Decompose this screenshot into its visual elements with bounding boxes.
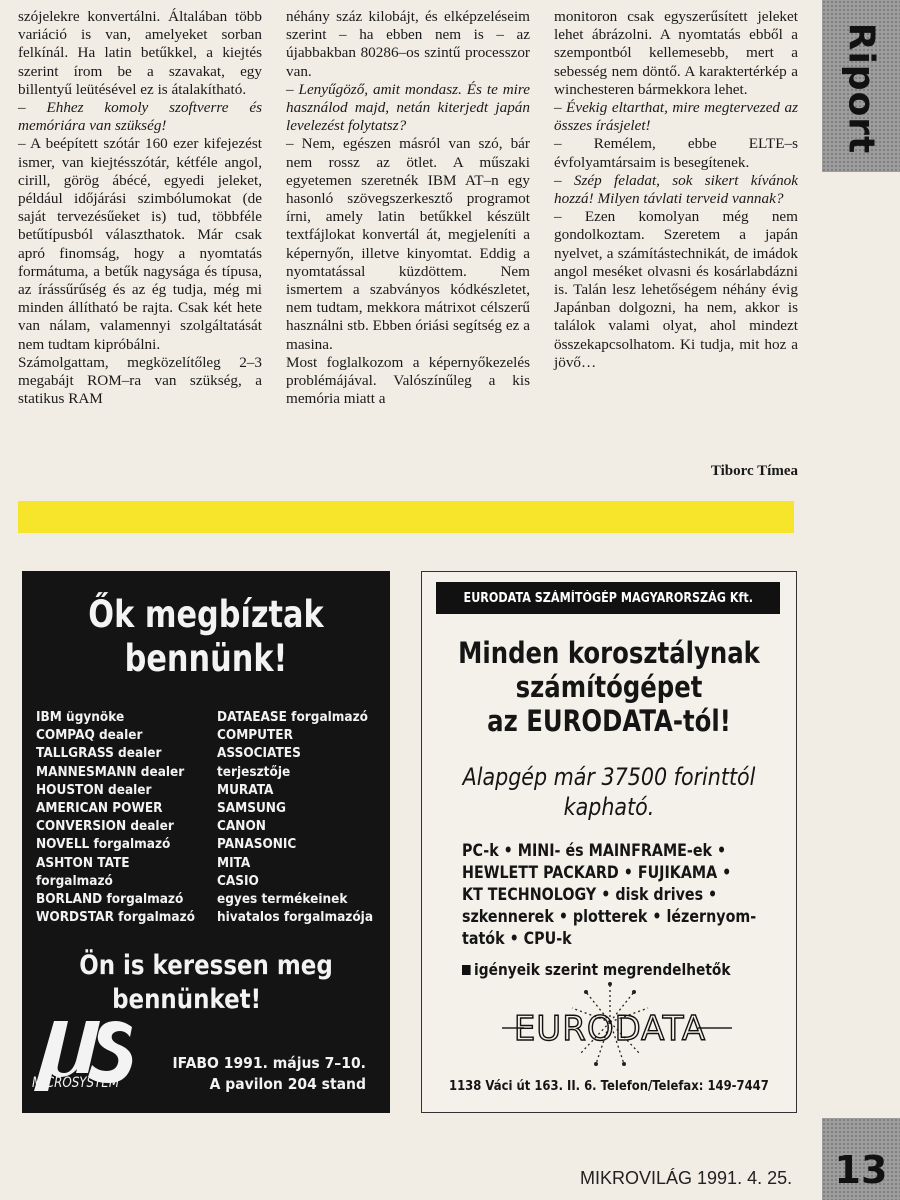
product-list-line: KT TECHNOLOGY • disk drives • <box>462 885 718 905</box>
eurodata-product-list <box>462 840 756 950</box>
article-paragraph: Számolgattam, megközelítőleg 2–3 megabájt ROM–ra van szükség, a statikus RAM <box>18 353 262 408</box>
dealer-list-item: ASSOCIATES <box>217 746 301 762</box>
eurodata-logo <box>502 980 732 1070</box>
article-paragraph: szójelekre konvertálni. Általában több variáció is van, amelyeket sorban felkínál. Ha latin betűkkel, a kiejtés szerint írom be a szavakat, egy billentyű leütésével ez is átalakítható. <box>18 8 262 98</box>
square-bullet-icon <box>462 965 471 975</box>
article-column-2 <box>286 8 530 408</box>
article-paragraph: – Évekig eltarthat, mire megtervezed az összes írásjelet! <box>554 99 798 135</box>
dealer-list-item: WORDSTAR forgalmazó <box>36 910 196 926</box>
article-paragraph: – Ehhez komoly szoftverre és memóriára van szükség! <box>18 99 262 135</box>
dealer-list-item: IBM ügynöke <box>36 710 125 725</box>
eurodata-headline-line-2: számítógépet <box>515 670 703 704</box>
article-column-1 <box>18 8 262 408</box>
eurodata-address-text: 1138 Váci út 163. II. 6. Telefon/Telefax: 149-7447 <box>449 1078 769 1094</box>
dealer-list-item: CONVERSION dealer <box>36 819 174 835</box>
dealer-list-item: HOUSTON dealer <box>36 782 152 798</box>
product-list-line: PC-k • MINI- és MAINFRAME-ek • <box>462 841 727 861</box>
article-paragraph: – Lenyűgöző, amit mondasz. És te mire használod majd, netán kiterjedt japán levelezést folytatsz? <box>286 80 530 135</box>
dealer-list-item: MITA <box>217 855 251 871</box>
dealer-list-item: hivatalos forgalmazója <box>217 910 374 926</box>
eurodata-address <box>422 1078 796 1094</box>
eurodata-order-note <box>462 960 731 979</box>
eurodata-price-text <box>422 762 796 822</box>
article-paragraph: – Nem, egészen másról van szó, bár nem rossz az ötlet. A műszaki egyetemen szeretnék IBM AT–n egy hasonló szövegszerkesztő programot írni, amely latin betűkkel készült textfájlokat konvertál át, megjeleníti a képernyőn, illetve kinyomtat. Eddig a nyomtatással küzdöttem. Nem ismertem a szabványos kódkészletet, nem tudtam, mekkora mátrixot célszerű használni stb. Ebben óriási segítség ez a masina. <box>286 135 530 353</box>
microsystem-brand-name: MICROSYSTEM <box>32 1075 120 1091</box>
article-paragraph: – Ezen komolyan még nem gondolkoztam. Szeretem a japán nyelvet, a számítástechnikát, de imádok angol meséket olvasni és kosárlabdázni is. Talán lesz lehetőségem néhány évig Japánban dolgozni, ha nem, akkor is találok valami olyat, ahol mindezt összekapcsolhatom. Ki tudja, mit hoz a jövő… <box>554 208 798 371</box>
dealer-list-item: egyes termékeinek <box>217 892 348 908</box>
microsystem-cta-line-2: bennünket! <box>112 984 262 1015</box>
dealer-list-item: PANASONIC <box>217 837 297 853</box>
microsystem-headline-line-2: bennünk! <box>124 637 288 680</box>
eurodata-logo-text: EURODATA <box>513 1009 707 1049</box>
eurodata-order-note-text: igényeik szerint megrendelhetők <box>474 960 731 979</box>
article-paragraph: – Szép feladat, sok sikert kívánok hozzá! Milyen távlati terveid vannak? <box>554 171 798 208</box>
microsystem-dealer-list-left <box>36 709 195 927</box>
dealer-list-item: MURATA <box>217 782 274 798</box>
product-list-line: HEWLETT PACKARD • FUJIKAMA • <box>462 863 732 883</box>
article-paragraph: – Remélem, ebbe ELTE–s évfolyamtársaim is besegítenek. <box>554 135 798 171</box>
eurodata-price-line-1: Alapgép már 37500 forinttól <box>462 763 756 791</box>
article-paragraph: – A beépített szótár 160 ezer kifejezést ismer, van kiejtésszótár, kétféle angol, cirill, görög ábécé, egyedi jeleket, például időjárási szimbólumokat (de saját tervezésűeket is) tud, többféle betűtípusból választhatok. Már csak apró finomság, hogy a nyomtatás formátuma, a betűk nagysága és típusa, az írássűrűség és az ég tudja, még mi minden állítható be rajta. Csak két hete van nálam, valamennyi szolgáltatását nem tudtam kipróbálni. <box>18 135 262 353</box>
section-tab <box>826 8 896 168</box>
page-number: 13 <box>834 1148 888 1192</box>
microsystem-call-to-action <box>22 949 390 1017</box>
product-list-line: szkennerek • plotterek • lézernyom- <box>462 907 757 927</box>
yellow-separator-bar <box>18 501 794 533</box>
dealer-list-item: NOVELL forgalmazó <box>36 837 171 853</box>
eurodata-headline-line-3: az EURODATA-tól! <box>487 704 731 738</box>
eurodata-headline-line-1: Minden korosztálynak <box>458 636 760 670</box>
dealer-list-item: AMERICAN POWER <box>36 801 163 817</box>
eurodata-company-name: EURODATA SZÁMÍTÓGÉP MAGYARORSZÁG Kft. <box>463 590 753 606</box>
dealer-list-item: CANON <box>217 819 266 835</box>
magazine-footer: MIKROVILÁG 1991. 4. 25. <box>580 1168 793 1188</box>
microsystem-event-line-2: A pavilon 204 stand <box>209 1075 366 1093</box>
dealer-list-item: forgalmazó <box>36 873 113 889</box>
section-tab-label: Riport <box>840 22 882 154</box>
eurodata-company-bar <box>436 582 780 614</box>
eurodata-price-line-2: kapható. <box>563 793 655 821</box>
microsystem-headline <box>55 593 357 681</box>
microsystem-cta-line-1: Ön is keressen meg <box>79 950 333 981</box>
eurodata-advertisement <box>421 571 797 1113</box>
dealer-list-item: COMPUTER <box>217 728 293 744</box>
article-column-3 <box>554 8 798 372</box>
microsystem-dealer-list-right <box>217 709 373 927</box>
dealer-list-item: terjesztője <box>217 764 291 780</box>
dealer-list-item: ASHTON TATE <box>36 855 130 871</box>
microsystem-event-line-1: IFABO 1991. május 7–10. <box>172 1054 366 1072</box>
article-paragraph: néhány száz kilobájt, és elképzeléseim szerint – ha ebben nem is – az újabbakban 80286–os szintű processzor van. <box>286 8 530 80</box>
microsystem-headline-line-1: Ők megbíztak <box>88 593 324 636</box>
dealer-list-item: TALLGRASS dealer <box>36 746 162 762</box>
dealer-list-item: SAMSUNG <box>217 801 286 817</box>
product-list-line: tatók • CPU-k <box>462 929 572 949</box>
dealer-list-item: COMPAQ dealer <box>36 728 143 744</box>
dealer-list-item: MANNESMANN dealer <box>36 764 185 780</box>
dealer-list-item: CASIO <box>217 873 259 889</box>
article-author: Tiborc Tímea <box>710 463 798 479</box>
dealer-list-item: DATAEASE forgalmazó <box>217 710 369 725</box>
article-paragraph: Most foglalkozom a képernyőkezelés problémájával. Valószínűleg a kis memória miatt a <box>286 353 530 408</box>
microsystem-event-info <box>173 1053 366 1095</box>
dealer-list-item: BORLAND forgalmazó <box>36 892 184 908</box>
microsystem-advertisement <box>22 571 390 1113</box>
article-paragraph: monitoron csak egyszerűsített jeleket lehet ábrázolni. A nyomtatás ebből a szempontból kellemesebb, mert a sebesség nem döntő. A karaktertérkép a winchesteren bármekkora lehet. <box>554 8 798 98</box>
eurodata-headline <box>422 636 796 738</box>
